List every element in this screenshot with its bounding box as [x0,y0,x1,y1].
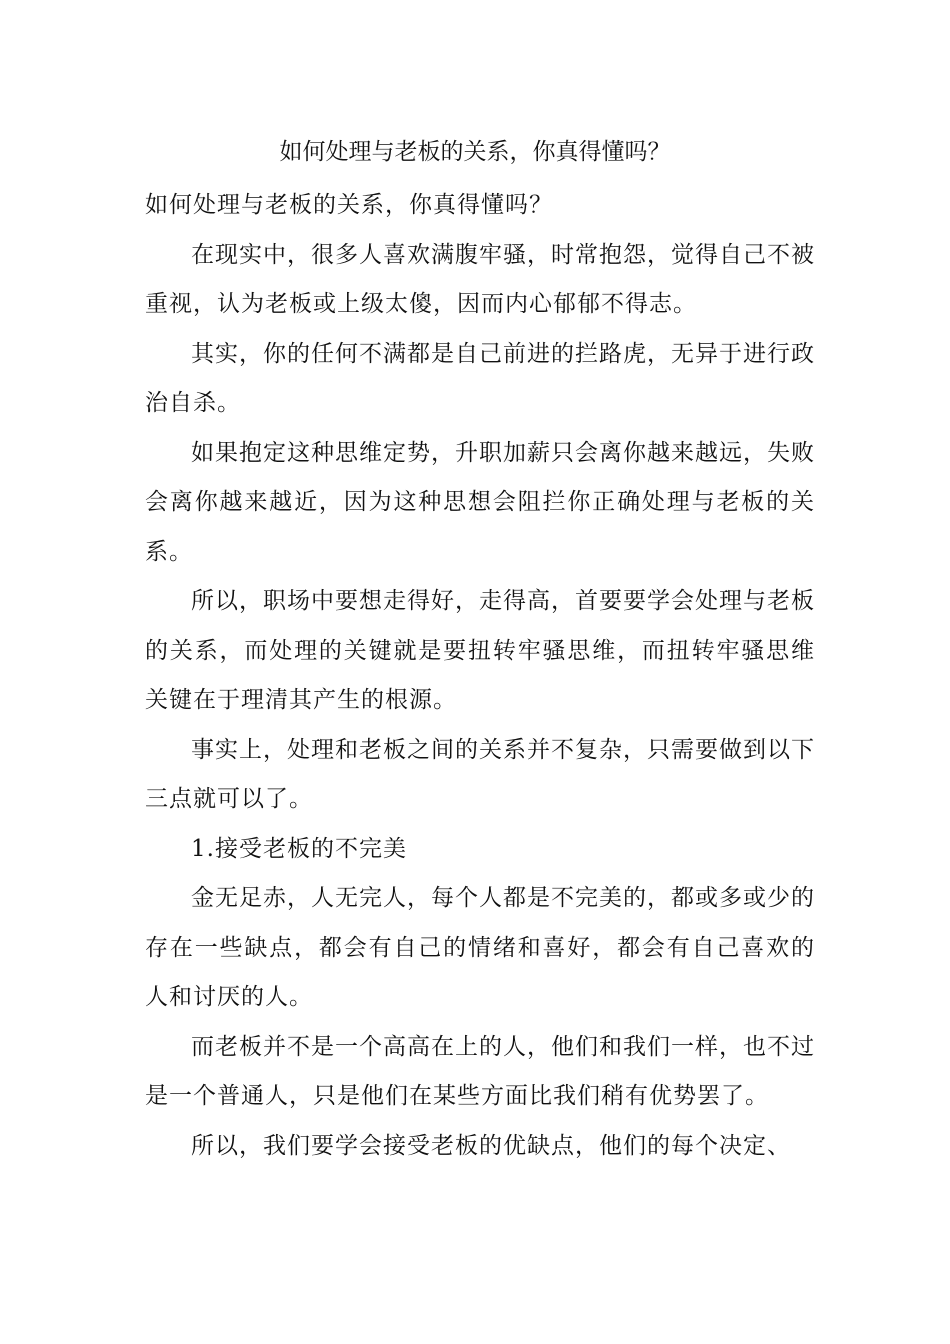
paragraph: 金无足赤，人无完人，每个人都是不完美的，都或多或少的存在一些缺点，都会有自己的情绪和喜好，都会有自己喜欢的人和讨厌的人。 [145,885,815,1010]
paragraph: 而老板并不是一个高高在上的人，他们和我们一样，也不过是一个普通人，只是他们在某些方面比我们稍有优势罢了。 [145,1033,815,1109]
document-body [145,181,815,1171]
paragraph: 其实，你的任何不满都是自己前进的拦路虎，无异于进行政治自杀。 [145,340,815,416]
paragraph: 所以，我们要学会接受老板的优缺点，他们的每个决定、 [191,1132,791,1159]
paragraph: 事实上，处理和老板之间的关系并不复杂，只需要做到以下三点就可以了。 [145,736,815,812]
paragraph: 如果抱定这种思维定势，升职加薪只会离你越来越远，失败会离你越来越近，因为这种思想会阻拦你正确处理与老板的关系。 [145,439,815,565]
document-title: 如何处理与老板的关系，你真得懂吗？ [279,139,671,165]
section-heading: 1.接受老板的不完美 [191,835,407,862]
paragraph: 所以，职场中要想走得好，走得高，首要要学会处理与老板的关系，而处理的关键就是要扭转牢骚思维，而扭转牢骚思维关键在于理清其产生的根源。 [145,588,815,713]
document-subtitle: 如何处理与老板的关系，你真得懂吗？ [145,192,553,218]
paragraph: 在现实中，很多人喜欢满腹牢骚，时常抱怨，觉得自己不被重视，认为老板或上级太傻，因而内心郁郁不得志。 [145,241,815,317]
